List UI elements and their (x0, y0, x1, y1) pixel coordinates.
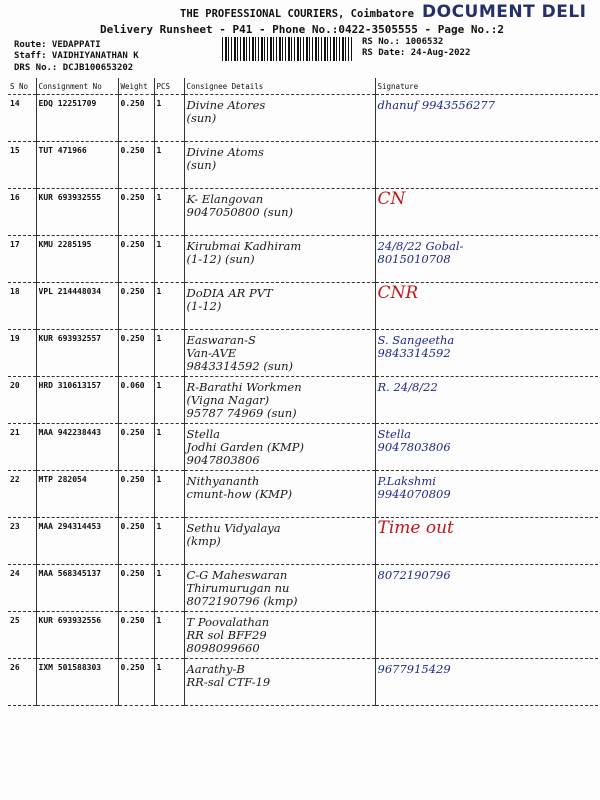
cell-pcs-text: 1 (156, 193, 162, 202)
cell-signature-text: 24/8/22 Gobal- 8015010708 (377, 239, 464, 266)
cell-weight (118, 518, 154, 565)
table-row (8, 189, 598, 236)
cell-consignment-no-text: HRD 310613157 (38, 381, 102, 390)
cell-pcs (154, 330, 184, 377)
cell-signature (375, 283, 598, 330)
cell-pcs-text: 1 (156, 146, 162, 155)
cell-weight-text: 0.250 (120, 475, 145, 484)
cell-consignee-details (184, 518, 375, 565)
cell-consignee-details-text: K- Elangovan 9047050800 (sun) (186, 192, 294, 219)
cell-signature-text: dhanuf 9943556277 (377, 98, 496, 112)
cell-pcs-text: 1 (156, 287, 162, 296)
cell-consignee-details-text: DoDIA AR PVT (1-12) (186, 286, 273, 313)
cell-consignment-no-text: TUT 471966 (38, 146, 87, 155)
table-row (8, 377, 598, 424)
cell-pcs (154, 471, 184, 518)
cell-pcs (154, 142, 184, 189)
col-header-consignee: Consignee Details (184, 78, 375, 95)
cell-consignment-no (36, 142, 118, 189)
drs-number: DRS No.: DCJB100653202 (14, 63, 134, 73)
cell-weight (118, 95, 154, 142)
cell-consignee-details (184, 612, 375, 659)
table-row (8, 612, 598, 659)
cell-consignment-no-text: IXM 501588303 (38, 663, 102, 672)
cell-consignee-details (184, 471, 375, 518)
table-body (8, 95, 598, 706)
cell-pcs-text: 1 (156, 428, 162, 437)
cell-weight-text: 0.250 (120, 663, 145, 672)
table-row (8, 659, 598, 706)
cell-consignment-no (36, 518, 118, 565)
cell-pcs (154, 236, 184, 283)
col-header-sno: S No (8, 78, 36, 95)
cell-serial-no-text: 25 (10, 616, 20, 625)
cell-serial-no (8, 236, 36, 283)
cell-consignment-no (36, 236, 118, 283)
cell-serial-no (8, 142, 36, 189)
cell-consignee-details (184, 142, 375, 189)
cell-consignment-no-text: MTP 282054 (38, 475, 87, 484)
cell-pcs-text: 1 (156, 381, 162, 390)
cell-weight (118, 659, 154, 706)
cell-pcs-text: 1 (156, 663, 162, 672)
cell-consignee-details (184, 659, 375, 706)
cell-weight (118, 236, 154, 283)
table-row (8, 283, 598, 330)
cell-consignee-details-text: Sethu Vidyalaya (kmp) (186, 521, 281, 548)
cell-consignee-details (184, 565, 375, 612)
cell-serial-no-text: 17 (10, 240, 20, 249)
cell-signature-text: 9677915429 (377, 662, 451, 676)
cell-weight (118, 424, 154, 471)
cell-consignee-details-text: Nithyananth cmunt-how (KMP) (186, 474, 293, 501)
cell-consignee-details (184, 424, 375, 471)
cell-consignment-no (36, 283, 118, 330)
cell-weight-text: 0.250 (120, 287, 145, 296)
cell-serial-no (8, 471, 36, 518)
cell-consignment-no (36, 565, 118, 612)
cell-consignee-details (184, 189, 375, 236)
cell-signature (375, 565, 598, 612)
cell-signature-text: CNR (377, 283, 419, 303)
cell-signature-text: CN (377, 189, 406, 209)
cell-consignment-no-text: MAA 294314453 (38, 522, 102, 531)
table-row (8, 236, 598, 283)
cell-serial-no-text: 18 (10, 287, 20, 296)
cell-pcs (154, 283, 184, 330)
barcode (222, 37, 352, 61)
cell-weight (118, 377, 154, 424)
cell-weight-text: 0.250 (120, 193, 145, 202)
cell-consignee-details-text: Divine Atoms (sun) (186, 145, 264, 172)
cell-pcs (154, 189, 184, 236)
cell-serial-no-text: 26 (10, 663, 20, 672)
cell-consignment-no (36, 377, 118, 424)
runsheet-table (8, 78, 598, 706)
cell-consignee-details-text: C-G Maheswaran Thirumurugan nu 8072190796 (kmp) (186, 568, 298, 608)
cell-serial-no (8, 612, 36, 659)
cell-weight-text: 0.250 (120, 569, 145, 578)
cell-signature-text: Stella 9047803806 (377, 427, 451, 454)
cell-serial-no (8, 659, 36, 706)
cell-weight-text: 0.250 (120, 616, 145, 625)
cell-pcs-text: 1 (156, 522, 162, 531)
cell-consignee-details-text: Divine Atores (sun) (186, 98, 266, 125)
cell-weight-text: 0.250 (120, 334, 145, 343)
cell-weight (118, 283, 154, 330)
cell-serial-no (8, 283, 36, 330)
cell-weight (118, 330, 154, 377)
cell-pcs (154, 95, 184, 142)
cell-pcs (154, 659, 184, 706)
cell-consignee-details (184, 283, 375, 330)
cell-signature (375, 377, 598, 424)
cell-signature (375, 95, 598, 142)
cell-weight-text: 0.250 (120, 99, 145, 108)
cell-consignee-details (184, 236, 375, 283)
cell-serial-no-text: 20 (10, 381, 20, 390)
company-name: THE PROFESSIONAL COURIERS, Coimbatore (180, 8, 414, 20)
staff-label: Staff: VAIDHIYANATHAN K (14, 51, 139, 61)
cell-consignment-no-text: VPL 214448034 (38, 287, 102, 296)
col-header-weight: Weight (118, 78, 154, 95)
cell-weight (118, 612, 154, 659)
cell-consignee-details-text: Kirubmai Kadhiram (1-12) (sun) (186, 239, 302, 266)
cell-consignment-no-text: EDQ 12251709 (38, 99, 97, 108)
cell-signature (375, 471, 598, 518)
cell-serial-no (8, 424, 36, 471)
cell-consignee-details (184, 377, 375, 424)
cell-signature (375, 612, 598, 659)
cell-serial-no-text: 14 (10, 99, 20, 108)
cell-serial-no-text: 15 (10, 146, 20, 155)
cell-serial-no (8, 565, 36, 612)
cell-pcs-text: 1 (156, 569, 162, 578)
cell-weight-text: 0.250 (120, 240, 145, 249)
cell-consignment-no-text: MAA 568345137 (38, 569, 102, 578)
cell-consignment-no-text: KMU 2285195 (38, 240, 92, 249)
cell-weight (118, 471, 154, 518)
rs-date: RS Date: 24-Aug-2022 (362, 48, 471, 58)
cell-serial-no-text: 24 (10, 569, 20, 578)
table-header-row (8, 78, 598, 95)
cell-consignee-details-text: Aarathy-B RR-sal CTF-19 (186, 662, 271, 689)
col-header-pcs: PCS (154, 78, 184, 95)
cell-consignment-no (36, 659, 118, 706)
col-header-signature: Signature (375, 78, 598, 95)
cell-consignment-no (36, 471, 118, 518)
cell-weight-text: 0.250 (120, 146, 145, 155)
cell-signature-text: 8072190796 (377, 568, 451, 582)
cell-consignment-no-text: MAA 942238443 (38, 428, 102, 437)
cell-signature (375, 189, 598, 236)
cell-weight (118, 189, 154, 236)
rs-number: RS No.: 1006532 (362, 37, 444, 47)
cell-serial-no-text: 19 (10, 334, 20, 343)
cell-serial-no-text: 21 (10, 428, 20, 437)
cell-signature (375, 330, 598, 377)
cell-signature-text: P.Lakshmi 9944070809 (377, 474, 451, 501)
cell-serial-no (8, 518, 36, 565)
document-delivery-stamp: DOCUMENT DELI (422, 2, 587, 22)
cell-pcs (154, 612, 184, 659)
cell-weight-text: 0.250 (120, 428, 145, 437)
cell-pcs (154, 377, 184, 424)
cell-signature (375, 518, 598, 565)
cell-pcs (154, 424, 184, 471)
cell-weight (118, 565, 154, 612)
cell-consignment-no (36, 330, 118, 377)
cell-consignee-details-text: Stella Jodhi Garden (KMP) 9047803806 (186, 427, 304, 467)
table-row (8, 424, 598, 471)
cell-consignee-details (184, 330, 375, 377)
cell-consignee-details-text: R-Barathi Workmen (Vigna Nagar) 95787 74969 (sun) (186, 380, 302, 420)
cell-pcs-text: 1 (156, 334, 162, 343)
cell-pcs-text: 1 (156, 99, 162, 108)
cell-consignment-no-text: KUR 693932556 (38, 616, 102, 625)
cell-weight (118, 142, 154, 189)
runsheet-title: Delivery Runsheet - P41 - Phone No.:0422-3505555 - Page No.:2 (100, 23, 504, 36)
cell-pcs (154, 518, 184, 565)
cell-pcs-text: 1 (156, 616, 162, 625)
cell-consignment-no-text: KUR 693932557 (38, 334, 102, 343)
cell-signature-text: R. 24/8/22 (377, 380, 438, 394)
cell-signature-text: S. Sangeetha 9843314592 (377, 333, 455, 360)
cell-signature (375, 142, 598, 189)
table-row (8, 95, 598, 142)
col-header-consignment: Consignment No (36, 78, 118, 95)
cell-serial-no (8, 377, 36, 424)
route-label: Route: VEDAPPATI (14, 40, 101, 50)
cell-weight-text: 0.060 (120, 381, 145, 390)
cell-signature (375, 236, 598, 283)
cell-serial-no (8, 189, 36, 236)
cell-pcs-text: 1 (156, 240, 162, 249)
cell-consignment-no (36, 95, 118, 142)
cell-serial-no (8, 95, 36, 142)
cell-signature (375, 424, 598, 471)
cell-consignee-details-text: T Poovalathan RR sol BFF29 8098099660 (186, 615, 270, 655)
cell-signature-text: Time out (377, 518, 454, 538)
cell-weight-text: 0.250 (120, 522, 145, 531)
table-row (8, 518, 598, 565)
cell-consignee-details-text: Easwaran-S Van-AVE 9843314592 (sun) (186, 333, 294, 373)
cell-pcs-text: 1 (156, 475, 162, 484)
cell-signature (375, 659, 598, 706)
cell-consignment-no-text: KUR 693932555 (38, 193, 102, 202)
table-row (8, 142, 598, 189)
cell-serial-no-text: 23 (10, 522, 20, 531)
cell-serial-no-text: 16 (10, 193, 20, 202)
cell-consignment-no (36, 189, 118, 236)
table-row (8, 330, 598, 377)
cell-consignment-no (36, 424, 118, 471)
table-row (8, 565, 598, 612)
cell-pcs (154, 565, 184, 612)
cell-consignment-no (36, 612, 118, 659)
cell-serial-no (8, 330, 36, 377)
cell-consignee-details (184, 95, 375, 142)
table-row (8, 471, 598, 518)
cell-serial-no-text: 22 (10, 475, 20, 484)
